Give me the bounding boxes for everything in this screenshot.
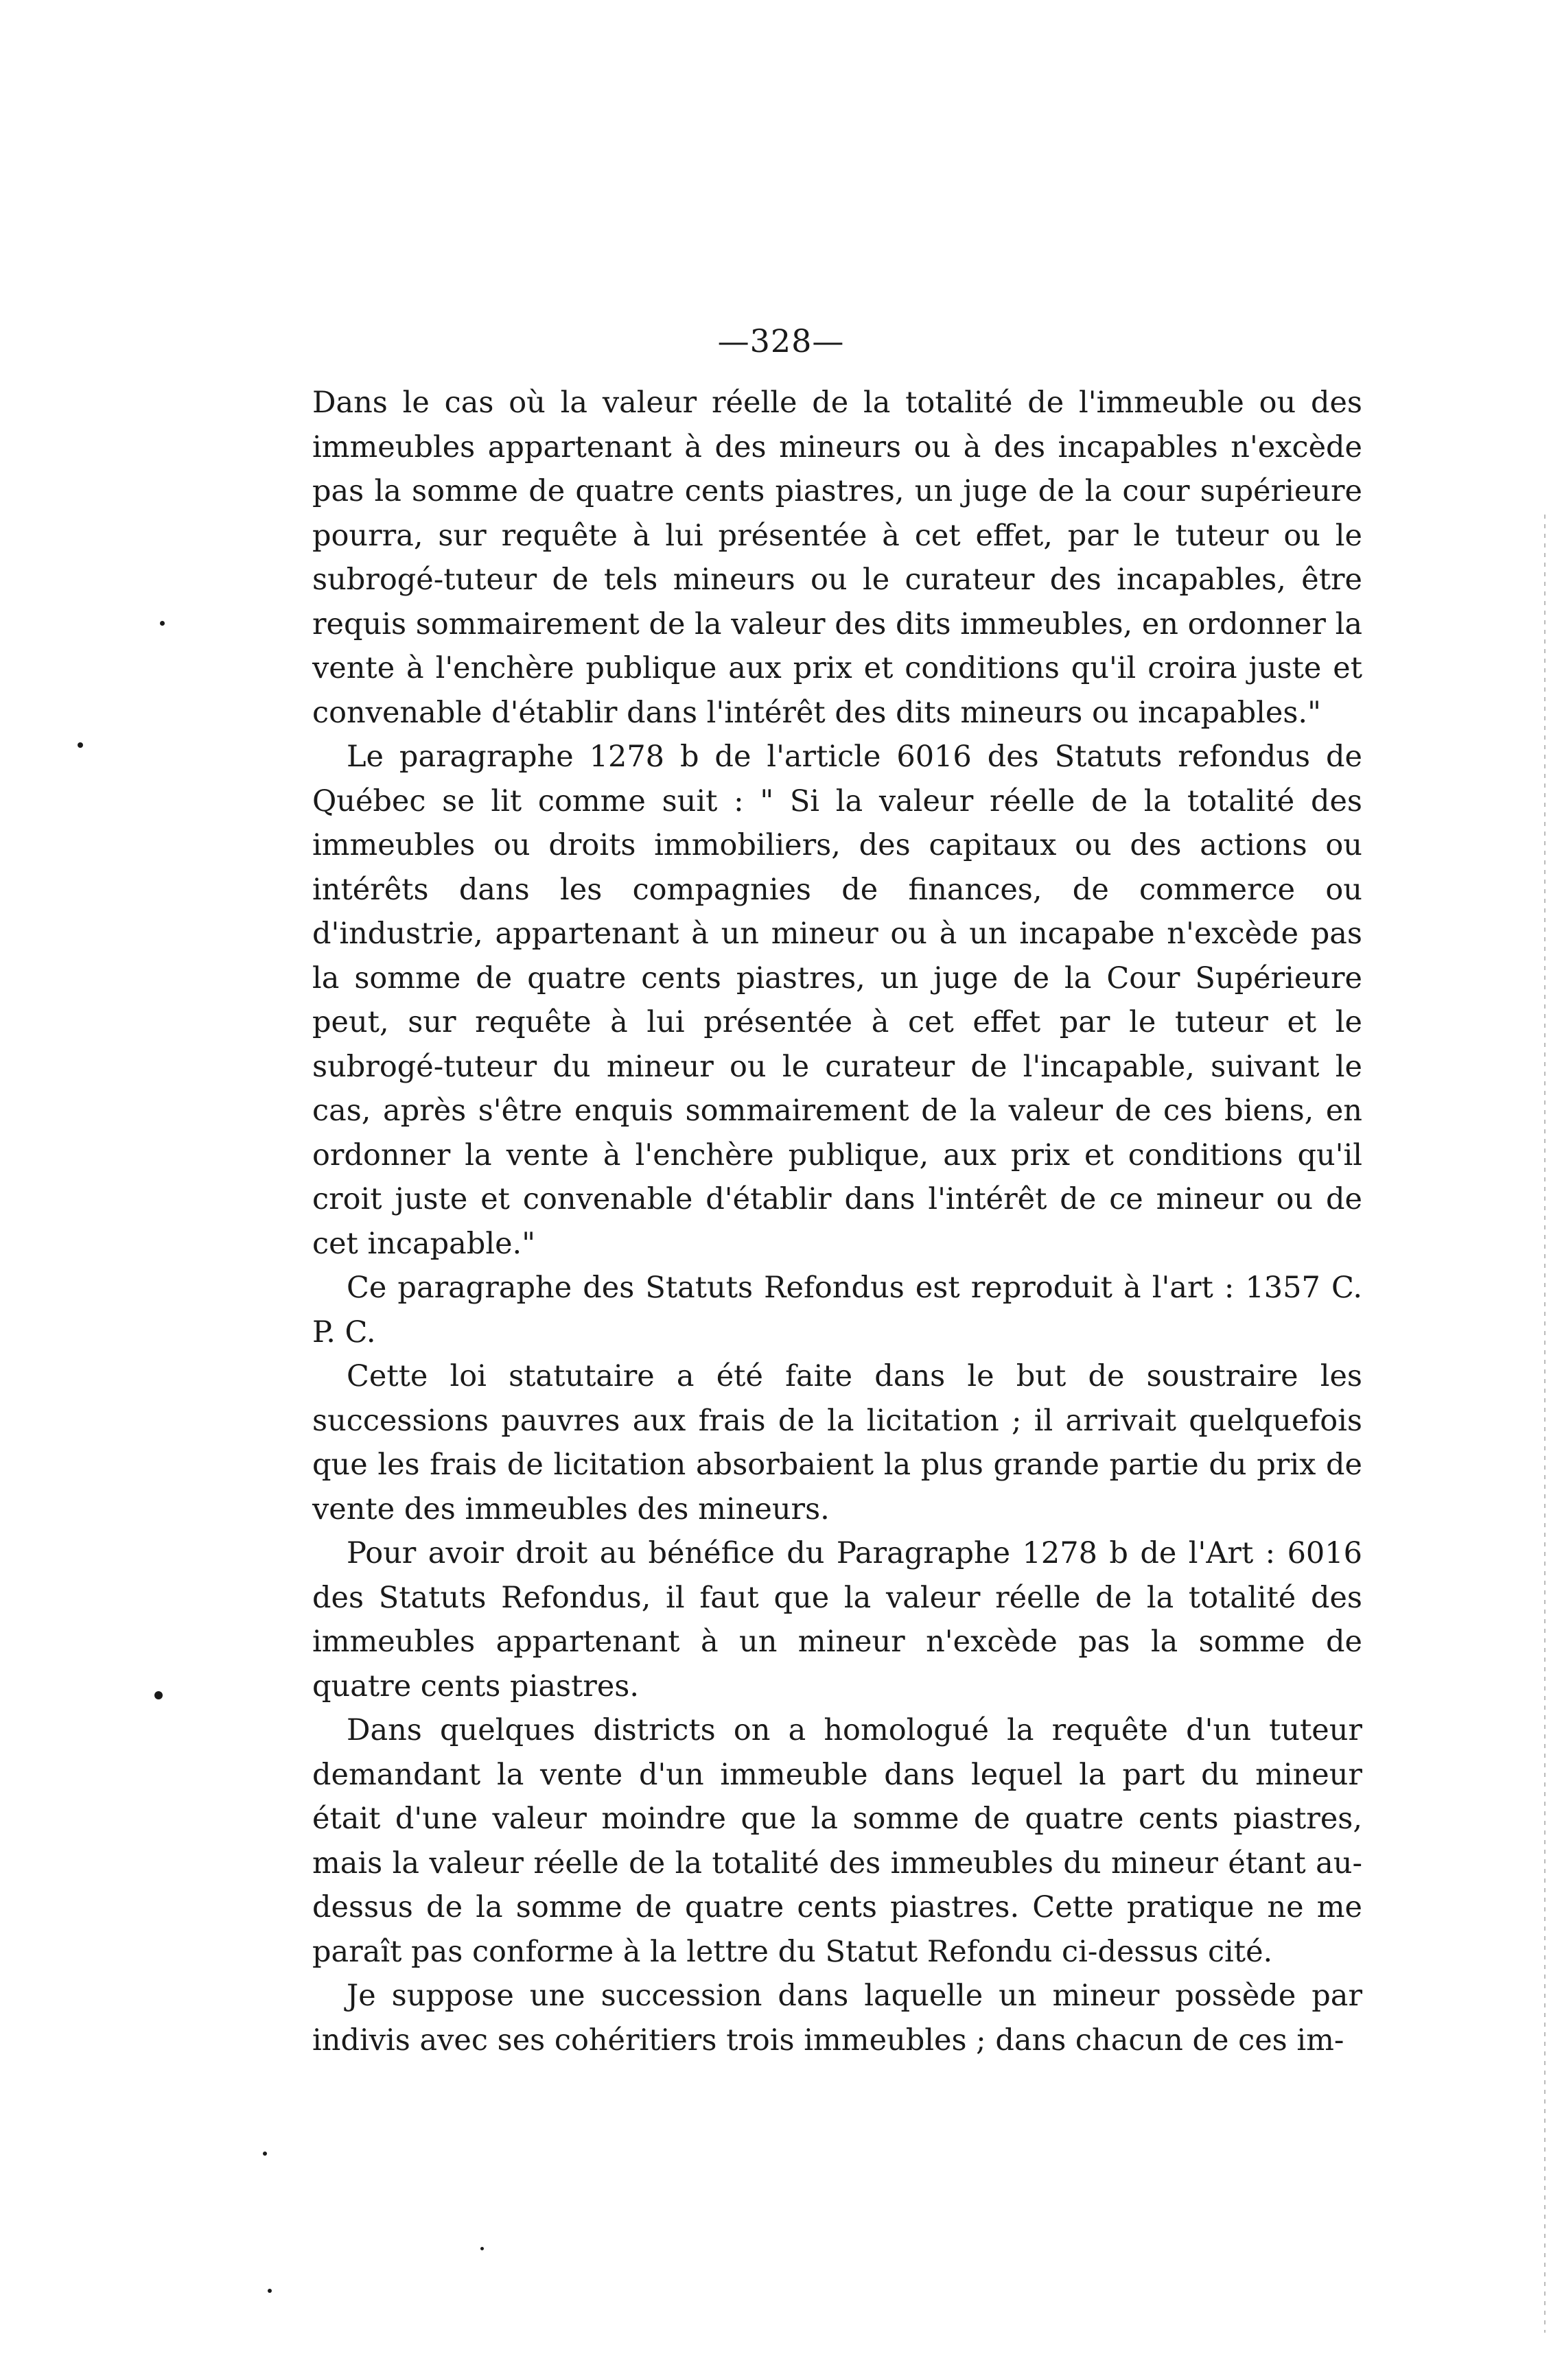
scan-speck <box>78 742 83 748</box>
paragraph-cpc-reference: Ce paragraphe des Statuts Refondus est reproduit à l'art : 1357 C. P. C. <box>312 1271 1362 1350</box>
scan-speck <box>154 1691 163 1699</box>
paragraph-practice: Dans quelques districts on a homologué la requête d'un tuteur demandant la vente d'un immeuble dans lequel la part du mineur était d'une valeur moindre que la somme de quatre cents piastres, mais la valeur réelle de la totalité des immeubles du mineur étant au-dessus de la somme de quatre cents piastres. Cette pratique ne me paraît pas conforme à la lettre du Statut Refondu ci-dessus cité. <box>312 1713 1362 1969</box>
scan-speck <box>160 621 165 626</box>
paragraph-quote-end: Dans le cas où la valeur réelle de la totalité de l'immeuble ou des immeubles appartenant à des mineurs ou à des incapables n'excède pas la somme de quatre cents piastres, un juge de la cour supérieure pourra, sur requête à lui présentée à cet effet, par le tuteur ou le subrogé-tuteur de tels mineurs ou le curateur des incapables, être requis sommairement de la valeur des dits immeubles, en ordonner la vente à l'enchère publique aux prix et conditions qu'il croira juste et convenable d'établir dans l'intérêt des dits mineurs ou incapables." <box>312 386 1362 730</box>
body-text <box>312 381 1362 2062</box>
paragraph-entitlement: Pour avoir droit au bénéfice du Paragraphe 1278 b de l'Art : 6016 des Statuts Refondus, il faut que la valeur réelle de la totalité des immeubles appartenant à un mineur n'excède pas la somme de quatre cents piastres. <box>312 1536 1362 1704</box>
scan-speck <box>480 2247 484 2250</box>
paragraph-purpose: Cette loi statutaire a été faite dans le but de soustraire les successions pauvres aux frais de la licitation ; il arrivait quelquefois que les frais de licitation absorbaient la plus grande partie du prix de vente des immeubles des mineurs. <box>312 1359 1362 1527</box>
scan-speck <box>268 2289 272 2293</box>
scan-speck <box>263 2152 267 2156</box>
paragraph-1278b-text: Le paragraphe 1278 b de l'article 6016 des Statuts refondus de Québec se lit comme suit : " Si la valeur réelle de la totalité des immeubles ou droits immobiliers, des capitaux ou des actions ou intérêts dans les compagnies de finances, de commerce ou d'industrie, appartenant à un mineur ou à un incapabe n'excède pas la somme de quatre cents piastres, un juge de la Cour Supérieure peut, sur requête à lui présentée à cet effet par le tuteur et le subrogé-tuteur du mineur ou le curateur de l'incapable, suivant le cas, après s'être enquis sommairement de la valeur de ces biens, en ordonner la vente à l'enchère publique, aux prix et conditions qu'il croit juste et convenable d'établir dans l'intérêt de ce mineur ou de cet incapable." <box>312 740 1362 1261</box>
scan-edge-line <box>1544 515 1546 2333</box>
paragraph-example: Je suppose une succession dans laquelle un mineur possède par indivis avec ses cohéritiers trois immeubles ; dans chacun de ces im- <box>312 1979 1362 2058</box>
page-number: —328— <box>717 322 845 360</box>
